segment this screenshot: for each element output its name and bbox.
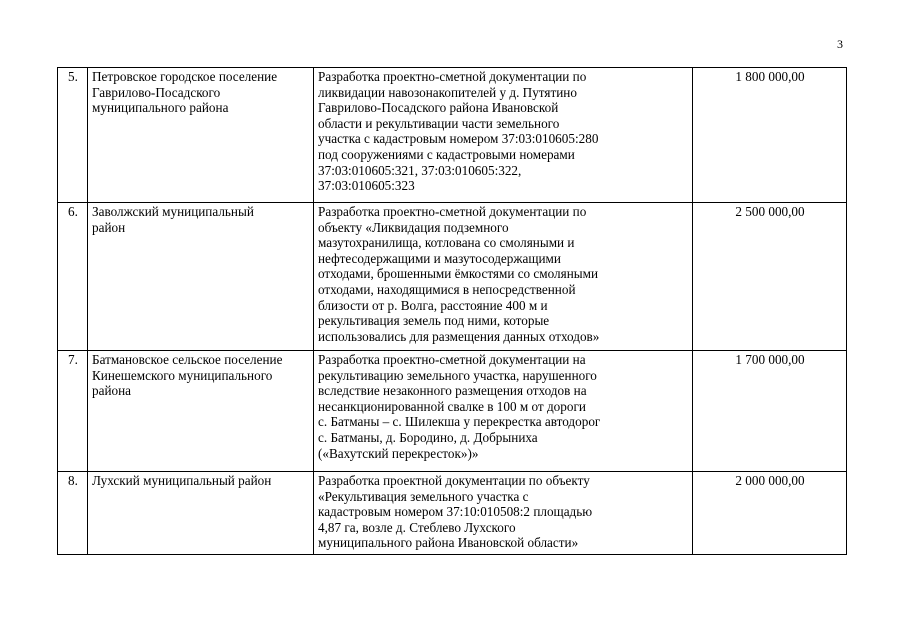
recipient-cell: Лухский муниципальный район bbox=[88, 472, 314, 555]
row-number: 5. bbox=[58, 68, 88, 203]
recipient-cell: Заволжский муниципальный район bbox=[88, 203, 314, 351]
table-row bbox=[58, 351, 847, 472]
table-row bbox=[58, 472, 847, 555]
amount-cell: 2 500 000,00 bbox=[693, 203, 847, 351]
description-cell: Разработка проектно-сметной документации на рекультивацию земельного участка, нарушенного вследствие незаконного размещения отходов на несанкционированной свалке в 100 м от дороги с. Батманы – с. Шилекша у перекрестка автодорог с. Батманы, д. Бородино, д. Добрыниха («Вахутский перекресток»)» bbox=[314, 351, 693, 472]
amount-cell: 1 700 000,00 bbox=[693, 351, 847, 472]
description-cell: Разработка проектной документации по объекту «Рекультивация земельного участка с кадастровым номером 37:10:010508:2 площадью 4,87 га, возле д. Стеблево Лухского муниципального района Ивановской области» bbox=[314, 472, 693, 555]
table-row bbox=[58, 68, 847, 203]
row-number: 7. bbox=[58, 351, 88, 472]
recipient-cell: Петровское городское поселение Гаврилово-Посадского муниципального района bbox=[88, 68, 314, 203]
amount-cell: 2 000 000,00 bbox=[693, 472, 847, 555]
description-cell: Разработка проектно-сметной документации по объекту «Ликвидация подземного мазутохранилища, котлована со смоляными и нефтесодержащими и мазутосодержащими отходами, брошенными ёмкостями со смоляными отходами, находящимися в непосредственной близости от р. Волга, расстояние 400 м и рекультивация земель под ними, которые использовались для размещения данных отходов» bbox=[314, 203, 693, 351]
funding-table bbox=[57, 67, 847, 555]
description-cell: Разработка проектно-сметной документации по ликвидации навозонакопителей у д. Путятино Гаврилово-Посадского района Ивановской области и рекультивации части земельного участка с кадастровым номером 37:03:010605:280 под сооружениями с кадастровыми номерами 37:03:010605:321, 37:03:010605:322, 37:03:010605:323 bbox=[314, 68, 693, 203]
recipient-cell: Батмановское сельское поселение Кинешемского муниципального района bbox=[88, 351, 314, 472]
amount-cell: 1 800 000,00 bbox=[693, 68, 847, 203]
table-row bbox=[58, 203, 847, 351]
row-number: 6. bbox=[58, 203, 88, 351]
page-number: 3 bbox=[837, 37, 843, 51]
row-number: 8. bbox=[58, 472, 88, 555]
